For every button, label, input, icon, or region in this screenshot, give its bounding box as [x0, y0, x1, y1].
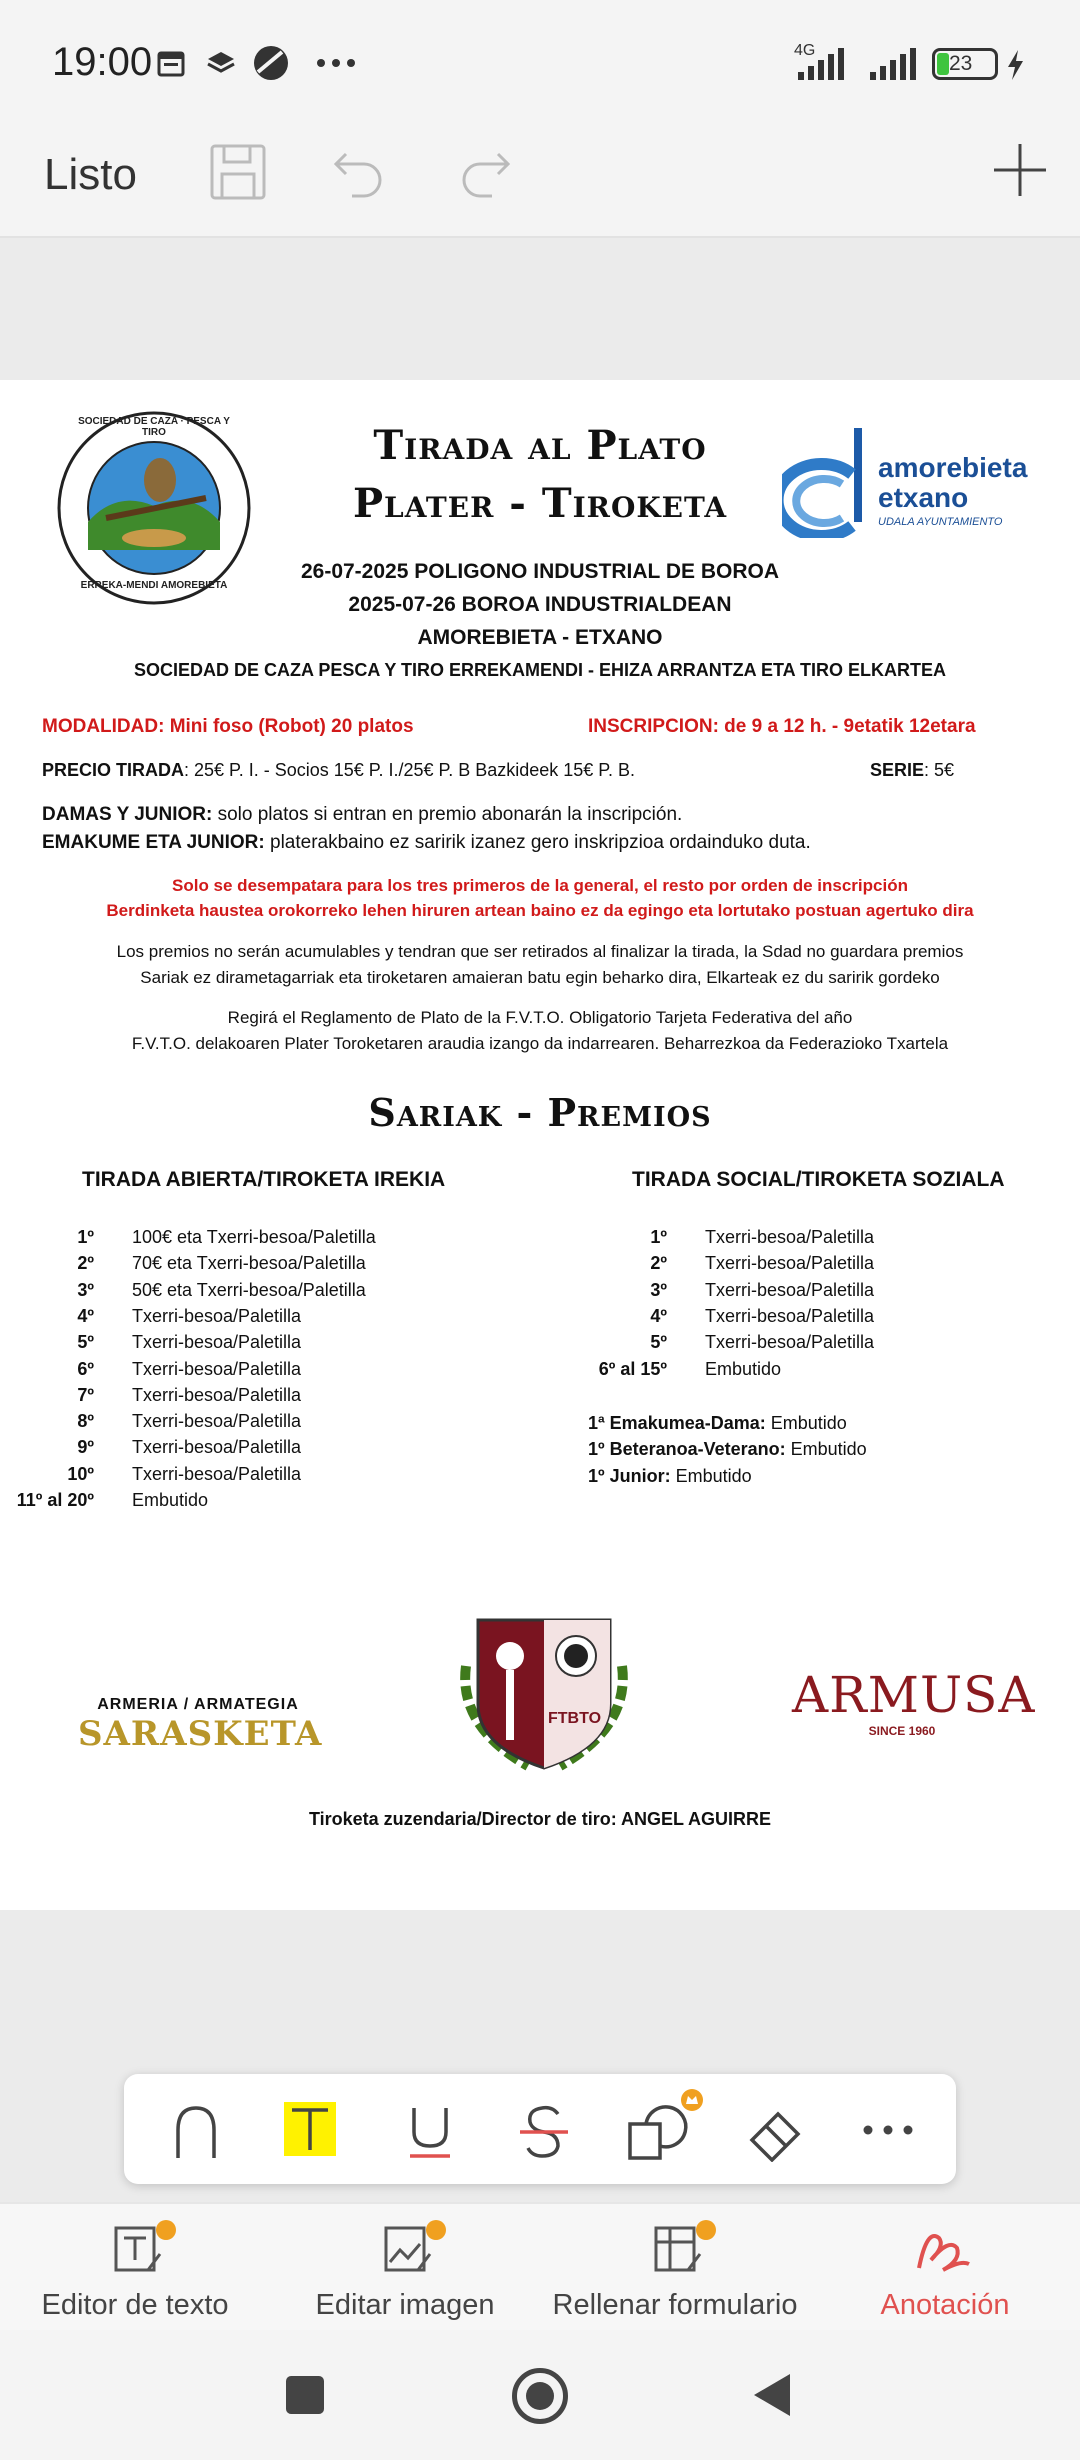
highlight-tool[interactable]	[284, 2102, 336, 2156]
col2-special-row	[588, 1463, 752, 1489]
status-time: 19:00	[52, 40, 153, 84]
save-icon[interactable]	[208, 142, 268, 202]
col2-prize-row	[545, 1329, 1065, 1355]
prize-rank: 3º	[77, 1279, 94, 1300]
text-editor-icon	[98, 2220, 178, 2278]
nav-label-edit-image: Editar imagen	[315, 2289, 495, 2321]
special-prize: Embutido	[670, 1465, 752, 1486]
sponsor1-top: ARMERIA / ARMATEGIA	[97, 1696, 299, 1713]
special-prize: Embutido	[785, 1439, 867, 1460]
prize-rank: 4º	[77, 1305, 94, 1326]
desempate-line-1: Solo se desempatara para los tres primeros de la general, el resto por orden de inscripción	[172, 876, 908, 895]
prize-text: Txerri-besoa/Paletilla	[705, 1332, 875, 1353]
charging-icon	[1004, 48, 1026, 82]
undo-icon[interactable]	[330, 144, 390, 200]
edit-image-icon	[368, 2220, 448, 2278]
fill-form-icon	[638, 2220, 718, 2278]
col2-prize-list	[545, 1224, 1065, 1404]
done-button[interactable]: Listo	[44, 150, 137, 199]
emakume-label: EMAKUME ETA JUNIOR:	[42, 832, 265, 853]
desempate-line-2: Berdinketa haustea orokorreko lehen hiruren artean baino ez da egingo eta lortutako postuan agertuko dira	[106, 901, 974, 920]
nav-label-text-editor: Editor de texto	[41, 2289, 229, 2321]
sponsor-armusa-logo	[792, 1666, 1036, 1776]
col2-special-row	[588, 1410, 847, 1436]
prize-text: 100€ eta Txerri-besoa/Paletilla	[132, 1227, 376, 1247]
federation-name: FTBTO	[548, 1710, 602, 1727]
annotation-toolbar	[124, 2074, 956, 2184]
precio-text: : 25€ P. I. - Socios 15€ P. I./25€ P. B Bazkideek 15€ P. B.	[184, 760, 635, 780]
annotation-icon	[905, 2220, 985, 2278]
director-line: Tiroketa zuzendaria/Director de tiro: ANGEL AGUIRRE	[308, 1809, 772, 1829]
battery-icon	[932, 48, 998, 80]
emakume-text: platerakbaino ez saririk izanez gero inskripzioa ordainduko duta.	[264, 832, 811, 853]
prize-text: Txerri-besoa/Paletilla	[132, 1384, 302, 1405]
serie-line	[870, 760, 954, 781]
underline-tool-icon[interactable]	[402, 2102, 458, 2162]
more-tools-icon[interactable]	[860, 2122, 916, 2138]
damas-label: DAMAS Y JUNIOR:	[42, 804, 213, 825]
damas-text: solo platos si entran en premio abonarán la inscripción.	[212, 804, 683, 825]
col1-prize-row	[0, 1356, 520, 1382]
col2-prize-row	[545, 1356, 1065, 1382]
col1-prize-row	[0, 1224, 520, 1250]
prize-rank: 5º	[77, 1332, 94, 1353]
signal-icon-2	[868, 46, 924, 82]
col1-prize-list	[0, 1224, 520, 1544]
reglamento-2: F.V.T.O. delakoaren Plater Toroketaren araudia izango da indarrearen. Beharrezkoa da Federazioko Txartela	[131, 1034, 949, 1053]
add-icon[interactable]	[992, 142, 1048, 198]
shapes-tool-icon[interactable]	[624, 2088, 704, 2164]
sponsor3-sub: SINCE 1960	[868, 1724, 936, 1738]
premios-note-2: Sariak ez dirametagarriak eta tiroketaren amaieran batu egin beharko dira, Elkarteak ez du saririk gordeko	[140, 968, 940, 987]
prize-text: 70€ eta Txerri-besoa/Paletilla	[132, 1253, 366, 1274]
col1-prize-row	[0, 1487, 520, 1513]
serie-label: SERIE	[870, 760, 925, 780]
nav-annotation[interactable]	[810, 2220, 1080, 2322]
prize-text: Txerri-besoa/Paletilla	[132, 1332, 302, 1353]
federation-logo	[448, 1616, 640, 1776]
prize-text: Embutido	[705, 1358, 782, 1379]
inscripcion-text: INSCRIPCION: de 9 a 12 h. - 9etatik 12etara	[588, 716, 976, 737]
prize-rank: 2º	[650, 1253, 667, 1274]
col2-title: TIRADA SOCIAL/TIROKETA SOZIALA	[632, 1168, 1005, 1191]
more-notifications-icon	[316, 56, 356, 70]
battery-level: 23	[949, 52, 973, 75]
col1-prize-row	[0, 1434, 520, 1460]
col1-title: TIRADA ABIERTA/TIROKETA IREKIA	[82, 1168, 446, 1191]
municipality-name1: amorebieta	[878, 452, 1028, 483]
prize-text: Embutido	[132, 1490, 209, 1510]
date-line-1: 26-07-2025 POLIGONO INDUSTRIAL DE BOROA	[300, 560, 780, 583]
emakume-line	[42, 832, 811, 854]
premios-title: Sariak - Premios	[368, 1090, 712, 1135]
special-label: 1º Junior:	[588, 1465, 671, 1486]
prize-rank: 2º	[77, 1253, 94, 1274]
eraser-tool-icon[interactable]	[746, 2102, 806, 2162]
doc-title-line2: Plater - Tiroketa	[352, 480, 728, 527]
document-margin-top	[0, 238, 1080, 380]
col1-prize-row	[0, 1408, 520, 1434]
prize-text: Txerri-besoa/Paletilla	[705, 1227, 875, 1247]
special-prize: Embutido	[765, 1413, 847, 1433]
club-logo-top-text: SOCIEDAD DE CAZA · PESCA Y TIRO	[78, 416, 230, 438]
date-line-2: 2025-07-26 BOROA INDUSTRIALDEAN	[348, 593, 732, 616]
sponsor3-name: ARMUSA	[792, 1666, 1036, 1724]
prize-text: Txerri-besoa/Paletilla	[705, 1279, 875, 1300]
prize-rank: 5º	[650, 1332, 667, 1353]
date-line-3: AMOREBIETA - ETXANO	[417, 626, 663, 649]
prize-text: 50€ eta Txerri-besoa/Paletilla	[132, 1279, 366, 1300]
society-line: SOCIEDAD DE CAZA PESCA Y TIRO ERREKAMENDI - EHIZA ARRANTZA ETA TIRO ELKARTEA	[133, 660, 947, 680]
prize-rank: 10º	[67, 1463, 94, 1484]
prize-text: Txerri-besoa/Paletilla	[705, 1305, 875, 1326]
pen-tool-icon[interactable]	[168, 2102, 224, 2162]
redo-icon[interactable]	[454, 144, 514, 200]
recent-apps-icon[interactable]	[286, 2376, 324, 2414]
status-bar	[0, 0, 1080, 130]
prize-rank: 9º	[77, 1437, 94, 1458]
modalidad-text: MODALIDAD: Mini foso (Robot) 20 platos	[42, 716, 414, 737]
network-type: 4G	[794, 42, 816, 59]
prize-rank: 7º	[77, 1384, 94, 1405]
municipality-sub: UDALA AYUNTAMIENTO	[878, 516, 1003, 528]
col1-prize-row	[0, 1277, 520, 1303]
prize-rank: 6º al 15º	[598, 1358, 667, 1379]
special-label: 1º Beteranoa-Veterano:	[588, 1439, 786, 1460]
serie-text: : 5€	[924, 760, 955, 780]
municipality-name2: etxano	[878, 482, 969, 513]
home-icon[interactable]	[512, 2368, 568, 2424]
col1-prize-row	[0, 1250, 520, 1276]
col2-prize-row	[545, 1277, 1065, 1303]
col2-prize-row	[545, 1224, 1065, 1250]
prize-text: Txerri-besoa/Paletilla	[132, 1463, 302, 1484]
sponsor1-name: SARASKETA	[78, 1714, 323, 1754]
prize-rank: 6º	[77, 1358, 94, 1379]
bottom-nav	[0, 2202, 1080, 2330]
document-page	[0, 380, 1080, 1910]
nav-label-annotation: Anotación	[880, 2289, 1010, 2321]
col1-prize-row	[0, 1329, 520, 1355]
prize-rank: 1º	[650, 1227, 667, 1247]
municipality-logo	[782, 422, 1032, 542]
precio-line	[42, 760, 635, 781]
system-nav-bar	[0, 2330, 1080, 2460]
nav-edit-image[interactable]	[270, 2220, 540, 2322]
prize-text: Txerri-besoa/Paletilla	[132, 1358, 302, 1379]
prize-text: Txerri-besoa/Paletilla	[132, 1437, 302, 1458]
premios-note-1: Los premios no serán acumulables y tendran que ser retirados al finalizar la tirada, la Sdad no guardara premios	[116, 942, 964, 961]
col2-special-row	[588, 1436, 867, 1462]
club-logo-bottom-text: ERREKA-MENDI AMOREBIETA	[80, 580, 228, 591]
col1-prize-row	[0, 1303, 520, 1329]
damas-line	[42, 804, 682, 826]
prize-rank: 1º	[77, 1227, 94, 1247]
prize-rank: 4º	[650, 1305, 667, 1326]
highlight-text-icon	[284, 2102, 336, 2156]
col2-prize-row	[545, 1250, 1065, 1276]
prize-rank: 11º al 20º	[16, 1490, 94, 1510]
sponsor-sarasketa-logo	[78, 1696, 323, 1766]
precio-label: PRECIO TIRADA	[42, 760, 185, 780]
prize-rank: 8º	[77, 1411, 94, 1432]
prize-rank: 3º	[650, 1279, 667, 1300]
app-notification-icon	[252, 44, 290, 82]
nav-fill-form[interactable]	[540, 2220, 810, 2322]
col1-prize-row	[0, 1461, 520, 1487]
nav-label-fill-form: Rellenar formulario	[552, 2289, 798, 2321]
prize-text: Txerri-besoa/Paletilla	[132, 1411, 302, 1432]
signal-icon-1	[794, 46, 858, 82]
prize-text: Txerri-besoa/Paletilla	[705, 1253, 875, 1274]
reglamento-1: Regirá el Reglamento de Plato de la F.V.T.O. Obligatorio Tarjeta Federativa del año	[227, 1008, 853, 1027]
prize-text: Txerri-besoa/Paletilla	[132, 1305, 302, 1326]
top-toolbar	[0, 130, 1080, 238]
back-icon[interactable]	[750, 2370, 794, 2420]
nav-text-editor[interactable]	[0, 2220, 270, 2322]
doc-title-line1: Tirada al Plato	[373, 422, 707, 469]
col2-special-list	[588, 1410, 1068, 1500]
strikethrough-tool-icon[interactable]	[516, 2102, 572, 2162]
layers-icon	[206, 48, 236, 80]
col2-prize-row	[545, 1303, 1065, 1329]
calendar-icon	[156, 48, 188, 80]
col1-prize-row	[0, 1382, 520, 1408]
special-label: 1ª Emakumea-Dama:	[588, 1413, 766, 1433]
